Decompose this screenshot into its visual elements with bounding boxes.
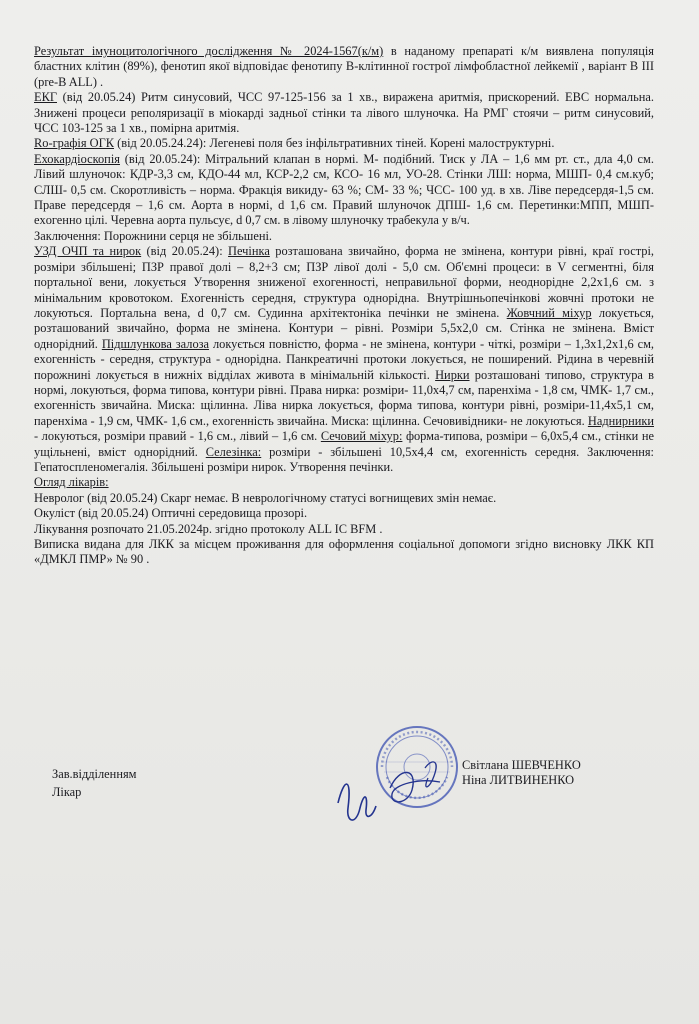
paragraph-text: локується, розташований звичайно, форма не змінена. Контури – рівні. Розміри 5,5х2,0 см. Стінка не змінена. Вміст однорідний. <box>34 305 655 351</box>
paragraph-ecg <box>34 90 654 136</box>
signature-roles <box>52 767 136 800</box>
paragraph-text: (від 20.05.24.24): Легеневі поля без інфільтративних тіней. Корені малоструктурні. <box>114 136 555 151</box>
handwritten-signature-icon <box>330 748 490 838</box>
paragraph-text: (від 20.05.24) Ритм синусовий, ЧСС 97-125-156 за 1 хв., виражена аритмія, прискорений. ЕВС нормальна. Знижені процеси реполяризації в міокарді задньої стінки та лівого шлуночка. На РМГ стоячи – ритм синусовий, ЧСС 103-125 за 1 хв., помірна аритмія. <box>34 90 654 136</box>
paragraph-text: локується повністю, форма - не змінена, контури - чіткі, розміри – 1,3х1,2х1,6 см, exогенність - середня, структура - однорідна. Панкреатичні протоки локується, не поширений. Рідина в черевній порожнині локується в нижніх відділах живота в мінімальній кількості. <box>34 336 655 382</box>
paragraph-text: в наданому препараті к/м виявлена популяція бластних клітин (89%), фенотип якої відповідає фенотипу В-клітинної гострої лімфобластної лейкемії , варіант В ІІІ (pre-B ALL) . <box>34 44 654 89</box>
organ-pancreas: Підшлункова залоза <box>101 336 210 351</box>
paragraph-immunocytology <box>34 44 654 90</box>
role-head-of-department: Зав.відділенням <box>52 767 137 781</box>
paragraph-text: розташована звичайно, форма не змінена, контури рівні, краї гострі, розміри збільшені; ПЗР правої долі – 8,2+3 см; ПЗР лівої долі - 5,0 см. Об'ємні процеси: в V сегментні, біля портальної вени, локується Утворення зниженої exогенності, неправильної форми, неоднорідне 2,2х1,6 см. з мінімальним кровотоком. Exогенність середня, структура однорідна. Внутрішньопечінкові жовчні протоки не локуються. Портальна вена, d 0,7 см. Судинна архітектоніка печінки не змінена. <box>34 244 654 320</box>
organ-bladder: Сечовий міхур: <box>320 429 403 444</box>
paragraph-text: розміри - збільшені 10,5х4,4 см, exогенність середня. Заключення: Гепатоспленомегалія. Збільшені розміри нирок. Утворення печінки. <box>34 444 654 474</box>
paragraph-echo <box>34 152 654 229</box>
paragraph-ultrasound <box>34 244 654 475</box>
role-doctor: Лікар <box>52 785 82 799</box>
section-title-immunocytology: Результат імуноцитологічного дослідження № 2024-1567(к/м) <box>34 44 384 58</box>
organ-kidneys: Нирки <box>435 367 470 382</box>
section-title-ultrasound: УЗД ОЧП та нирок <box>34 244 142 259</box>
paragraph-neurologist: Невролог (від 20.05.24) Скарг немає. В неврологічному статусі вогнищевих змін немає. <box>34 490 497 505</box>
paragraph-heart-conclusion: Заключення: Порожнини серця не збільшені. <box>34 228 273 243</box>
paragraph-text: - локуються, розміри правий - 1,6 см., лівий – 1,6 см. <box>34 429 321 444</box>
paragraph-ophthalmologist: Окуліст (від 20.05.24) Оптичні середовища прозорі. <box>34 506 308 521</box>
section-title-xray: Rо-графія ОГК <box>34 136 115 151</box>
paragraph-treatment: Лікування розпочато 21.05.2024р. згідно протоколу ALL IC BFM . <box>34 521 383 536</box>
section-title-echo: Ехокардіоскопія <box>34 151 120 166</box>
organ-liver: Печінка <box>228 244 270 259</box>
section-title-consultations: Огляд лікарів: <box>34 475 109 490</box>
name-doctor: Ніна ЛИТВИНЕНКО <box>462 773 575 787</box>
organ-adrenals: Наднирники <box>587 413 654 428</box>
paragraph-text: (від 20.05.24): <box>141 244 229 259</box>
paragraph-xray <box>34 136 654 151</box>
paragraph-text: форма-типова, розміри – 6,0х5,4 см., стінки не ущільнені, вміст однорідний. <box>34 429 654 459</box>
section-title-ecg: ЕКГ <box>34 90 57 105</box>
organ-gallbladder: Жовчний міхур <box>506 305 592 320</box>
name-head-of-department: Світлана ШЕВЧЕНКО <box>462 758 581 772</box>
paragraph-text: розташовані типово, структура в нормі, локуються, форма типова, контури рівні. Права нирка: розміри- 11,0х4,7 см, паренхіма - 1,8 см, ЧМК- 1,7 см., exогенність звичайна. Миска: щілинна. Ліва нирка локується, форма типова, контури рівні, розміри-11,4х5,1 см, паренхіма - 1,9 см, ЧМК- 1,6 см., exогенність звичайна. Миска: щілинна. Сечовивідники- не локуються. <box>34 367 654 428</box>
organ-spleen: Селезінка: <box>205 444 262 459</box>
document-body <box>34 44 654 568</box>
paragraph-text: (від 20.05.24): Мітральний клапан в нормі. М- подібний. Тиск у ЛА – 1,6 мм рт. ст., дла 4,0 см. Лівий шлуночок: КДР-3,3 см, КДО-44 мл, КСР-2,2 см, КСО- 16 мл, УО-28. Стінки ЛШ: норма, МШП- 0,4 см.куб; СЛШ- 0,5 см. Скоротливість – норма. Фракція викиду- 63 %; СМ- 33 %; ЧСС- 100 уд. в хв. Ліве передсердя-1,5 см. Праве передсердя – 1,6 см. Аорта в нормі, d 1,6 см. Правий шлуночок ДПШ- 1,6 см. Перетинки:МПП, МШП- exогенно цілі. Черевна аорта пульсує, d 0,7 см. в лівому шлуночку трабекула у в/ч. <box>34 151 654 228</box>
paragraph-issued-for: Виписка видана для ЛКК за місцем проживання для оформлення соціальної допомоги згідно висновку ЛКК КП «ДМКЛ ПМР» № 90 . <box>34 537 654 567</box>
